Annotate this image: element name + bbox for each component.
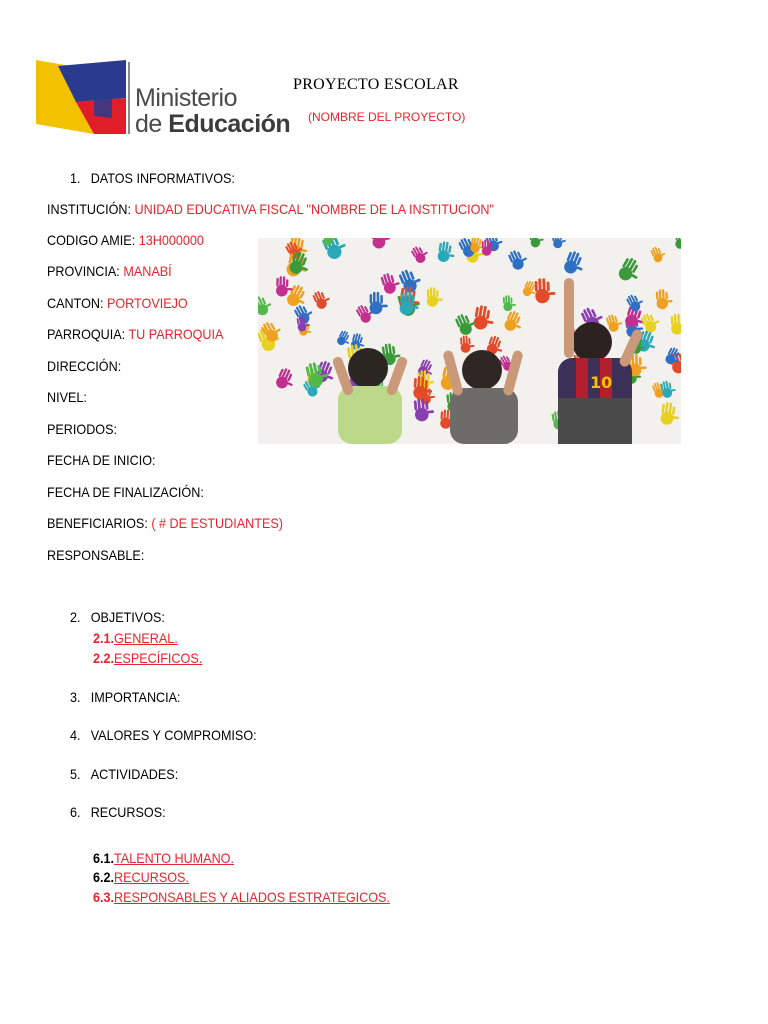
child-middle [442, 349, 524, 444]
objective-general: 2.1.GENERAL. [93, 630, 178, 646]
section-1-heading: 1. DATOS INFORMATIVOS: [70, 170, 235, 186]
section-2-heading: 2. OBJETIVOS: [70, 609, 165, 625]
field-nivel: NIVEL: [47, 389, 87, 405]
field-parroquia: PARROQUIA: TU PARROQUIA [47, 326, 224, 342]
field-institucion: INSTITUCIÓN: UNIDAD EDUCATIVA FISCAL "NOMBRE DE LA INSTITUCION" [47, 201, 494, 217]
resource-talento-humano: 6.1.TALENTO HUMANO. [93, 850, 234, 866]
field-responsable: RESPONSABLE: [47, 547, 145, 563]
child-left [331, 348, 408, 444]
field-fecha-inicio: FECHA DE INICIO: [47, 452, 156, 468]
section-4-heading: 4. VALORES Y COMPROMISO: [70, 727, 257, 743]
field-provincia: PROVINCIA: MANABÍ [47, 263, 172, 279]
objective-especificos: 2.2.ESPECÍFICOS. [93, 650, 203, 666]
field-periodos: PERIODOS: [47, 421, 118, 437]
project-name-placeholder: (NOMBRE DEL PROYECTO) [308, 110, 466, 124]
section-5-heading: 5. ACTIVIDADES: [70, 766, 179, 782]
logo-text-ministerio: Ministerio [135, 84, 237, 112]
field-fecha-finalizacion: FECHA DE FINALIZACIÓN: [47, 484, 204, 500]
resource-recursos: 6.2.RECURSOS. [93, 869, 189, 885]
resource-responsables: 6.3.RESPONSABLES Y ALIADOS ESTRATEGICOS. [93, 889, 390, 905]
logo-divider [128, 62, 130, 134]
handprint [671, 313, 681, 334]
document-title: PROYECTO ESCOLAR [293, 76, 459, 93]
field-direccion: DIRECCIÓN: [47, 358, 122, 374]
section-6-heading: 6. RECURSOS: [70, 804, 166, 820]
logo-text-educacion: de Educación [135, 110, 291, 138]
children-handprints-photo [258, 238, 681, 444]
section-3-heading: 3. IMPORTANCIA: [70, 689, 181, 705]
field-codigo-amie: CODIGO AMIE: 13H000000 [47, 232, 204, 248]
field-canton: CANTON: PORTOVIEJO [47, 295, 188, 311]
jersey-number: 10 [590, 373, 613, 392]
field-beneficiarios: BENEFICIARIOS: ( # DE ESTUDIANTES) [47, 515, 283, 531]
